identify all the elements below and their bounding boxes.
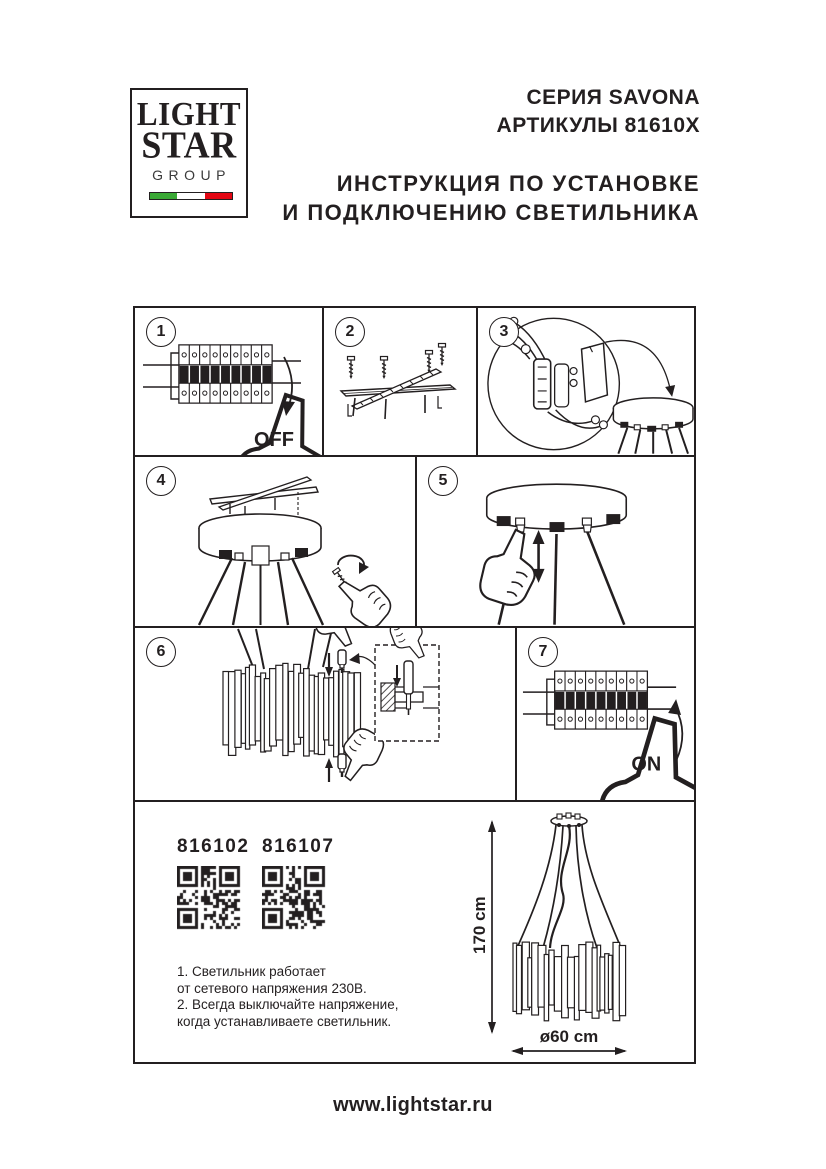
bulb-installation-illustration [135,628,515,800]
step-4-panel [135,457,417,626]
step-number: 5 [428,466,458,496]
qr-code-816107 [262,866,326,930]
step-3-panel [478,308,694,455]
step-5-panel [417,457,694,626]
bulb-socket-detail [375,628,439,741]
step-number: 6 [146,637,176,667]
canopy-mounting-illustration [135,457,415,626]
website-url: www.lightstar.ru [333,1094,493,1116]
italian-flag-icon [149,192,233,200]
logo-word-star: STAR [141,123,237,166]
logo-word-group: GROUP [152,167,231,183]
svg-text:ON: ON [631,753,662,776]
qr-code-816102 [177,866,241,930]
safety-notes: 1. Светильник работает от сетевого напряжения 230В. 2. Всегда выключайте напряжение, когда устанавливаете светильник. [177,964,399,1029]
step-7-panel [517,628,694,800]
article-number: 816102 [177,836,250,857]
articles-title: АРТИКУЛЫ 81610X [496,114,700,137]
step-6-panel [135,628,517,800]
series-title: СЕРИЯ SAVONA [526,86,700,109]
step-2-panel [324,308,478,455]
document-title: ИНСТРУКЦИЯ ПО УСТАНОВКЕ И ПОДКЛЮЧЕНИЮ СВЕТИЛЬНИКА [282,171,700,225]
diameter-dimension: ø60 cm [539,1027,599,1046]
height-dimension: 170 cm [470,896,489,954]
dimension-drawing [455,808,690,1062]
instruction-grid [133,306,696,1064]
step-number: 1 [146,317,176,347]
step-number: 2 [335,317,365,347]
product-info-panel [135,802,694,1062]
article-number: 816107 [262,836,335,857]
svg-text:OFF: OFF [254,429,294,451]
step-number: 3 [489,317,519,347]
cable-adjustment-illustration [417,457,694,626]
step-1-panel [135,308,324,455]
canopy-drawing [613,398,693,454]
step-number: 4 [146,466,176,496]
step-number: 7 [528,637,558,667]
header [282,84,700,227]
logo-word-light: LIGHT [136,94,242,133]
lightstar-logo [130,88,248,218]
